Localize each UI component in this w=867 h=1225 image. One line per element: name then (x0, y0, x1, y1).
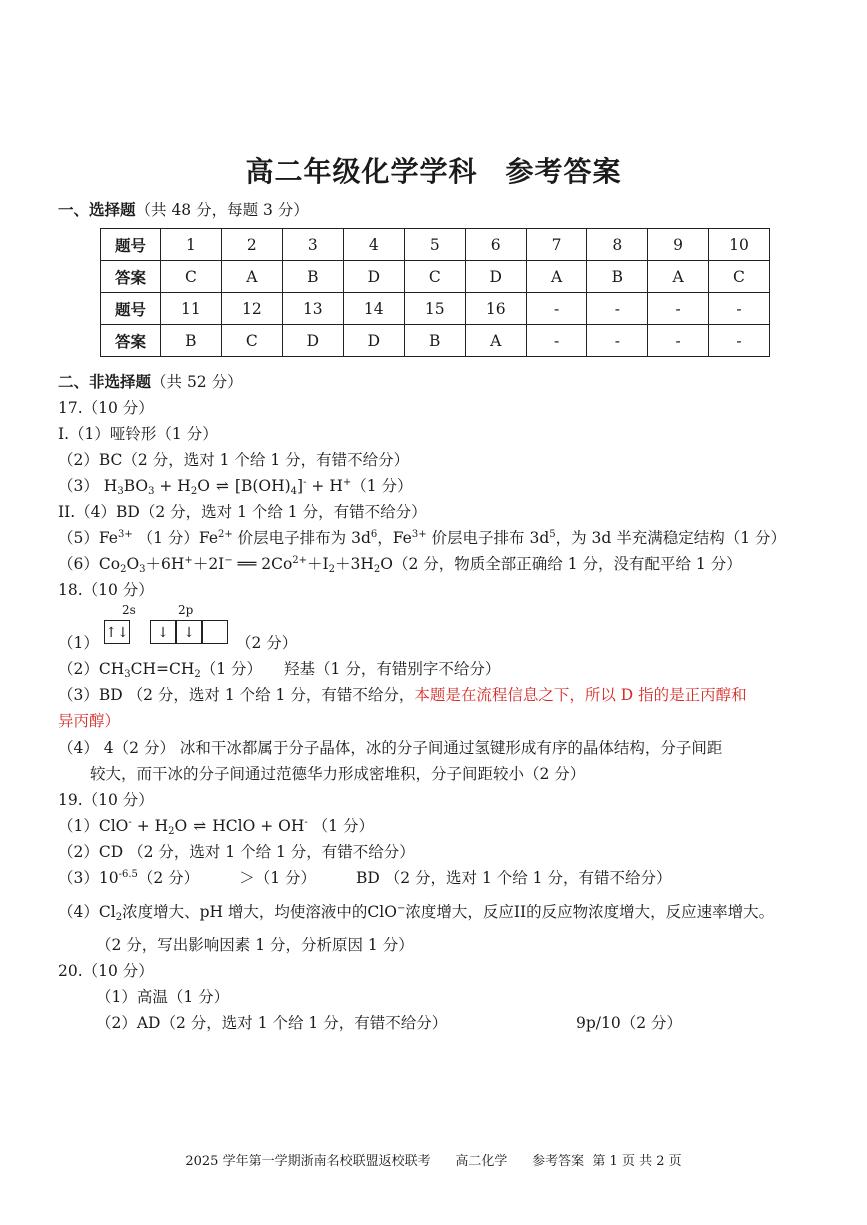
page-title (0, 150, 867, 190)
orbital-box-2p-3 (202, 620, 228, 644)
title-main: 高二年级化学学科 (245, 155, 478, 188)
orbital-label-2p: 2p (178, 603, 194, 617)
q18-red-note-cont: 异丙醇） (58, 712, 121, 730)
orbital-box-2p-1: ↓ (150, 620, 176, 644)
answer-table-cell: C (221, 325, 282, 357)
q17-line-1: I.（1）哑铃形（1 分） (58, 425, 218, 443)
answer-table-row (101, 229, 770, 261)
answer-table-cell: A (465, 325, 526, 357)
answer-table-cell: B (587, 261, 648, 293)
section-1-heading (58, 200, 309, 220)
answer-table-cell: 13 (282, 293, 343, 325)
answer-table-cell: - (587, 293, 648, 325)
answer-table-cell: - (526, 293, 587, 325)
answer-table-cell: 2 (221, 229, 282, 261)
answer-table-cell: C (160, 261, 221, 293)
equilibrium-arrow: ⇌ (215, 477, 229, 495)
q19-line-5: （2 分，写出影响因素 1 分，分析原因 1 分） (96, 936, 414, 954)
answer-table-cell: 7 (526, 229, 587, 261)
answer-table-cell: B (282, 261, 343, 293)
answer-table-cell: 5 (404, 229, 465, 261)
answer-table-cell: - (587, 325, 648, 357)
q17-heading: 17.（10 分） (58, 399, 154, 417)
answer-table-cell: - (708, 325, 769, 357)
answer-table-cell: A (526, 261, 587, 293)
q17-line-2: （2）BC（2 分，选对 1 个给 1 分，有错不给分） (58, 451, 410, 469)
answer-table-cell: 11 (160, 293, 221, 325)
answer-table-cell: C (404, 261, 465, 293)
answer-table-row-header: 答案 (101, 325, 161, 357)
q20-line-2: （2）AD（2 分，选对 1 个给 1 分，有错不给分） (96, 1014, 448, 1032)
q20-heading: 20.（10 分） (58, 962, 154, 980)
section-1-note: （共 48 分，每题 3 分） (135, 201, 309, 219)
answer-table-cell: 6 (465, 229, 526, 261)
answer-table-row-header: 题号 (101, 229, 161, 261)
answer-table-cell: 12 (221, 293, 282, 325)
section-2-note: （共 52 分） (151, 373, 243, 391)
answer-table-cell: D (343, 325, 404, 357)
answer-table-cell: 1 (160, 229, 221, 261)
answer-table-row (101, 261, 770, 293)
q19-heading: 19.（10 分） (58, 791, 154, 809)
q18-heading: 18.（10 分） (58, 581, 154, 599)
section-2-title: 二、非选择题 (58, 373, 152, 391)
orbital-box-2s: ↑↓ (104, 620, 130, 644)
answer-table-cell: 16 (465, 293, 526, 325)
answer-table-cell: D (465, 261, 526, 293)
answer-table-cell: - (648, 293, 709, 325)
answer-table-cell: 9 (648, 229, 709, 261)
answer-table-cell: A (221, 261, 282, 293)
page-footer: 2025 学年第一学期浙南名校联盟返校联考 高二化学 参考答案 第 1 页 共 2 页 (185, 1154, 682, 1169)
answer-table-cell: B (160, 325, 221, 357)
answer-table-cell: - (708, 293, 769, 325)
answer-table-row (101, 293, 770, 325)
answer-table (100, 228, 770, 357)
q18-line-4-cont: 较大，而干冰的分子间通过范德华力形成密堆积，分子间距较小（2 分） (90, 765, 586, 783)
answer-table-cell: 10 (708, 229, 769, 261)
q18-line-1-prefix: （1） (58, 634, 99, 652)
q17-line-6: $(6)Co_2O_3+6H^++2I^-$ ══ $2Co^{2+}+I_2+3H_2O(2$ 分，物质全部正确给 1 分，没有配平给 1 分） (58, 555, 742, 575)
q19-line-2: （2）CD （2 分，选对 1 个给 1 分，有错不给分） (58, 843, 415, 861)
q18-line-1-score: （2 分） (236, 634, 298, 652)
q18-red-note: 本题是在流程信息之下，所以 D 指的是正丙醇和 (414, 686, 747, 704)
answer-table-cell: D (343, 261, 404, 293)
orbital-label-2s: 2s (122, 603, 136, 617)
q17-line-5: $(5)Fe^{3+}$ （1 分）$Fe^{2+}$ 价层电子排布为 $3d^6$，$Fe^{3+}$ 价层电子排布 $3d^5$，为 3d 半充满稳定结构（1 分） (58, 529, 787, 547)
answer-table-cell: 8 (587, 229, 648, 261)
q19-line-4: $(4)Cl_2$浓度增大、pH 增大，均使溶液中的ClO−浓度增大，反应II的反应物浓度增大，反应速率增大。 (58, 903, 775, 923)
answer-table-cell: 3 (282, 229, 343, 261)
q18-line-2: $(2)CH_3CH=CH_2(1$ 分） 羟基（1 分，有错别字不给分） (58, 660, 501, 680)
answer-table-cell: 14 (343, 293, 404, 325)
orbital-box-2p-2: ↓ (176, 620, 202, 644)
answer-table-cell: D (282, 325, 343, 357)
answer-table-row-header: 题号 (101, 293, 161, 325)
answer-table-cell: - (526, 325, 587, 357)
section-2-heading (58, 372, 243, 392)
answer-table-cell: A (648, 261, 709, 293)
answer-table-cell: 15 (404, 293, 465, 325)
answer-table-row (101, 325, 770, 357)
answer-table-row-header: 答案 (101, 261, 161, 293)
answer-table-cell: - (648, 325, 709, 357)
q19-line-3: $(3)10^{-6.5}(2$ 分） ＞（1 分） BD （2 分，选对 1 个给 1 分，有错不给分） (58, 869, 672, 887)
q17-line-4: II.（4）BD（2 分，选对 1 个给 1 分，有错不给分） (58, 503, 427, 521)
q18-line-4: （4） 4（2 分） 冰和干冰都属于分子晶体，冰的分子间通过氢键形成有序的晶体结构，分子间距 (58, 739, 723, 757)
equilibrium-arrow: ⇌ (193, 817, 207, 835)
q20-line-1: （1）高温（1 分） (96, 988, 230, 1006)
q17-line-3: （3） $H_3BO_3 + H_2O$ ⇌ $[B(OH)_4]^- + H^+(1$ 分） (58, 477, 413, 497)
answer-table-cell: 4 (343, 229, 404, 261)
title-sub: 参考答案 (505, 155, 622, 188)
q19-line-1: $(1)ClO^- + H_2O$ ⇌ HClO + OH- （1 分） (58, 817, 374, 837)
q18-line-3: （3）BD （2 分，选对 1 个给 1 分，有错不给分，本题是在流程信息之下，所以 D 指的是正丙醇和 (58, 686, 747, 704)
q20-line-2-answer: 9p/10（2 分） (576, 1014, 683, 1032)
section-1-title: 一、选择题 (58, 201, 136, 219)
answer-table-cell: C (708, 261, 769, 293)
answer-table-cell: B (404, 325, 465, 357)
